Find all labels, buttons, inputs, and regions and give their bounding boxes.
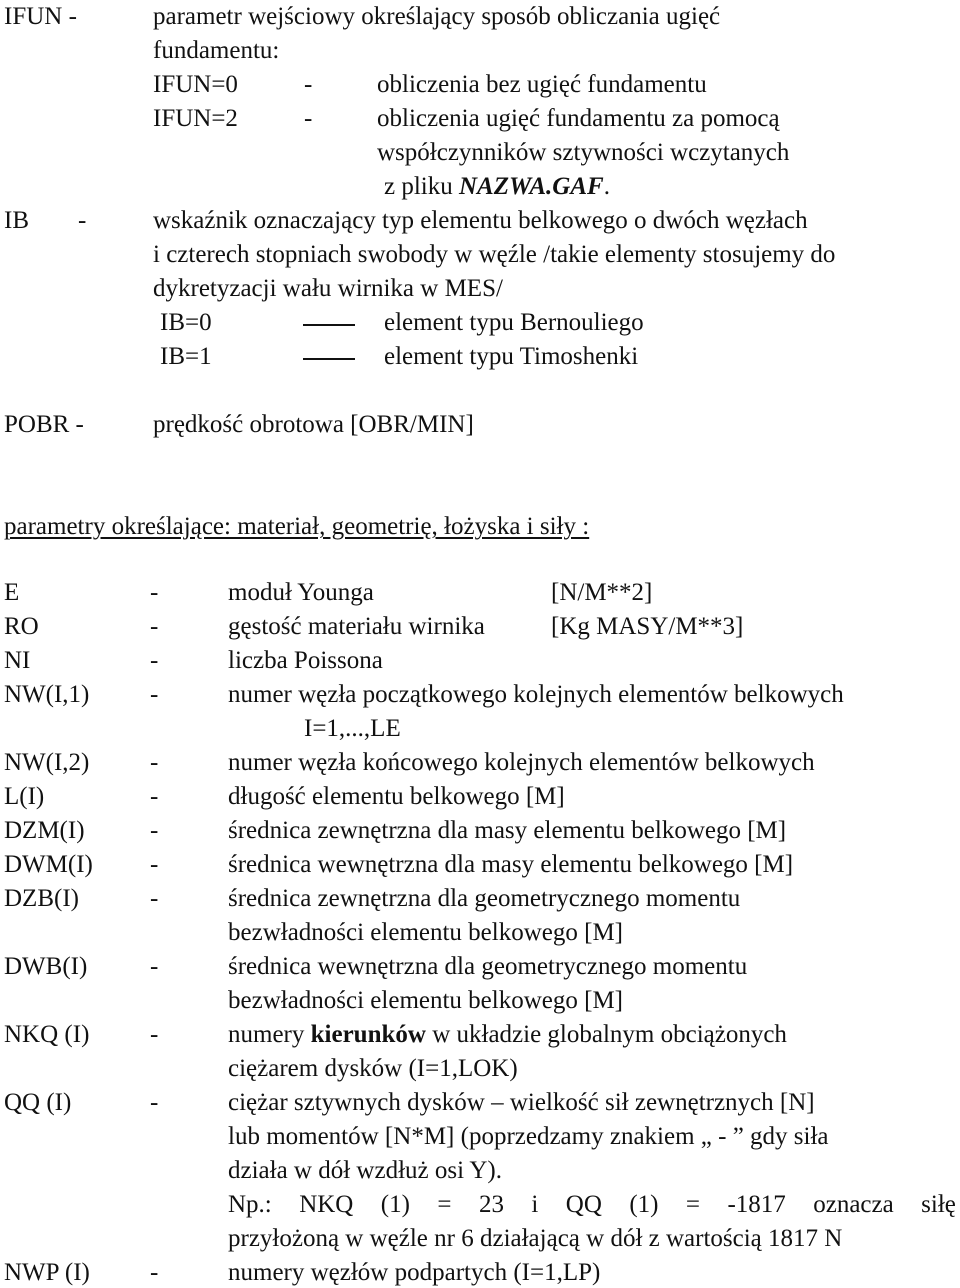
ifun-option-2-separator: - <box>304 105 313 132</box>
param-nw2-term: NW(I,2) <box>4 749 90 776</box>
param-nw1-description-line-2: I=1,...,LE <box>304 715 401 742</box>
param-nw2-description: numer węzła końcowego kolejnych elementów belkowych <box>228 749 815 776</box>
param-ro-description: gęstość materiału wirnika <box>228 613 485 640</box>
ib-option-1-text: element typu Timoshenki <box>384 343 639 370</box>
param-nkq-description-pre: numery <box>228 1021 305 1048</box>
example-word: NKQ <box>299 1191 354 1218</box>
ifun-file-name: NAZWA.GAF <box>459 173 604 200</box>
param-nkq-description-bold: kierunków <box>310 1021 426 1048</box>
param-nkq-separator: - <box>150 1021 159 1048</box>
example-word: Np.: <box>228 1191 272 1218</box>
param-dwm-separator: - <box>150 851 159 878</box>
param-dwb-description-line-2: bezwładności elementu belkowego [M] <box>228 987 624 1014</box>
param-ni-separator: - <box>150 647 159 674</box>
param-dzm-term: DZM(I) <box>4 817 85 844</box>
ifun-file-prefix: z pliku <box>384 173 453 200</box>
example-word: siłę <box>921 1191 956 1218</box>
param-nkq-term: NKQ (I) <box>4 1021 90 1048</box>
param-qq-description-line-2: lub momentów [N*M] (poprzedzamy znakiem „ - ” gdy siła <box>228 1123 829 1150</box>
param-dwb-description: średnica wewnętrzna dla geometrycznego momentu <box>228 953 748 980</box>
ib-option-0-key: IB=0 <box>160 309 212 336</box>
ib-term: IB <box>4 207 29 234</box>
param-dzb-separator: - <box>150 885 159 912</box>
param-dwb-term: DWB(I) <box>4 953 88 980</box>
param-e-term: E <box>4 579 20 606</box>
param-dzb-description-line-2: bezwładności elementu belkowego [M] <box>228 919 624 946</box>
param-nkq-description-post: w układzie globalnym obciążonych <box>432 1021 787 1048</box>
example-word: 23 <box>478 1191 504 1218</box>
param-l-term: L(I) <box>4 783 45 810</box>
example-word: = <box>437 1191 452 1218</box>
ib-option-1-dash <box>303 358 355 360</box>
param-dzb-description: średnica zewnętrzna dla geometrycznego momentu <box>228 885 741 912</box>
param-qq-separator: - <box>150 1089 159 1116</box>
ifun-option-2-text-line-3 <box>384 174 610 199</box>
param-nkq-description-line-2: ciężarem dysków (I=1,LOK) <box>228 1055 518 1082</box>
ifun-option-0-key: IFUN=0 <box>153 71 238 98</box>
example-word: QQ <box>565 1191 602 1218</box>
ib-separator: - <box>78 207 87 234</box>
ib-option-0-text: element typu Bernouliego <box>384 309 644 336</box>
example-word: i <box>531 1191 539 1218</box>
param-nwp-separator: - <box>150 1259 159 1286</box>
param-nw1-description: numer węzła początkowego kolejnych elementów belkowych <box>228 681 844 708</box>
ifun-option-2-text: obliczenia ugięć fundamentu za pomocą <box>377 105 780 132</box>
param-ro-separator: - <box>150 613 159 640</box>
section-heading: parametry określające: materiał, geometrię, łożyska i siły : <box>4 513 590 540</box>
ifun-option-2-key: IFUN=2 <box>153 105 238 132</box>
param-nw1-separator: - <box>150 681 159 708</box>
param-ro-term: RO <box>4 613 39 640</box>
param-dwm-description: średnica wewnętrzna dla masy elementu belkowego [M] <box>228 851 794 878</box>
param-nw2-separator: - <box>150 749 159 776</box>
param-qq-example-line-1 <box>228 1192 956 1217</box>
example-word: -1817 <box>727 1191 786 1218</box>
param-qq-term: QQ (I) <box>4 1089 72 1116</box>
param-e-description: moduł Younga <box>228 579 374 606</box>
param-l-description: długość elementu belkowego [M] <box>228 783 565 810</box>
ib-description-line-1: wskaźnik oznaczający typ elementu belkowego o dwóch węzłach <box>153 207 808 234</box>
param-dwb-separator: - <box>150 953 159 980</box>
param-ro-unit: [Kg MASY/M**3] <box>551 613 744 640</box>
example-word: (1) <box>380 1191 410 1218</box>
param-qq-description-line-3: działa w dół wzdłuż osi Y). <box>228 1157 502 1184</box>
ib-description-line-2: i czterech stopniach swobody w węźle /takie elementy stosujemy do <box>153 241 836 268</box>
example-word: (1) <box>629 1191 659 1218</box>
param-e-unit: [N/M**2] <box>551 579 653 606</box>
ifun-option-0-separator: - <box>304 71 313 98</box>
param-ni-term: NI <box>4 647 31 674</box>
ifun-file-period: . <box>603 173 610 200</box>
param-dwm-term: DWM(I) <box>4 851 93 878</box>
param-nwp-term: NWP (I) <box>4 1259 90 1286</box>
ifun-term: IFUN - <box>4 3 77 30</box>
param-qq-example-line-2: przyłożoną w węźle nr 6 działającą w dół z wartością 1817 N <box>228 1225 843 1252</box>
param-qq-description: ciężar sztywnych dysków – wielkość sił zewnętrznych [N] <box>228 1089 815 1116</box>
param-ni-description: liczba Poissona <box>228 647 383 674</box>
param-nkq-description <box>228 1022 787 1047</box>
ib-option-0-dash <box>303 324 355 326</box>
param-e-separator: - <box>150 579 159 606</box>
ifun-description-line-1: parametr wejściowy określający sposób obliczania ugięć <box>153 3 721 30</box>
ifun-option-0-text: obliczenia bez ugięć fundamentu <box>377 71 707 98</box>
example-word: = <box>685 1191 701 1218</box>
param-l-separator: - <box>150 783 159 810</box>
pobr-description: prędkość obrotowa [OBR/MIN] <box>153 411 474 438</box>
ifun-description-line-2: fundamentu: <box>153 37 280 64</box>
pobr-term: POBR - <box>4 411 84 438</box>
example-word: oznacza <box>813 1191 894 1218</box>
ib-option-1-key: IB=1 <box>160 343 212 370</box>
param-dzb-term: DZB(I) <box>4 885 79 912</box>
param-dzm-separator: - <box>150 817 159 844</box>
param-nw1-term: NW(I,1) <box>4 681 90 708</box>
ib-description-line-3: dykretyzacji wału wirnika w MES/ <box>153 275 503 302</box>
param-nwp-description: numery węzłów podpartych (I=1,LP) <box>228 1259 601 1286</box>
param-dzm-description: średnica zewnętrzna dla masy elementu belkowego [M] <box>228 817 787 844</box>
ifun-option-2-text-line-2: współczynników sztywności wczytanych <box>377 139 790 166</box>
